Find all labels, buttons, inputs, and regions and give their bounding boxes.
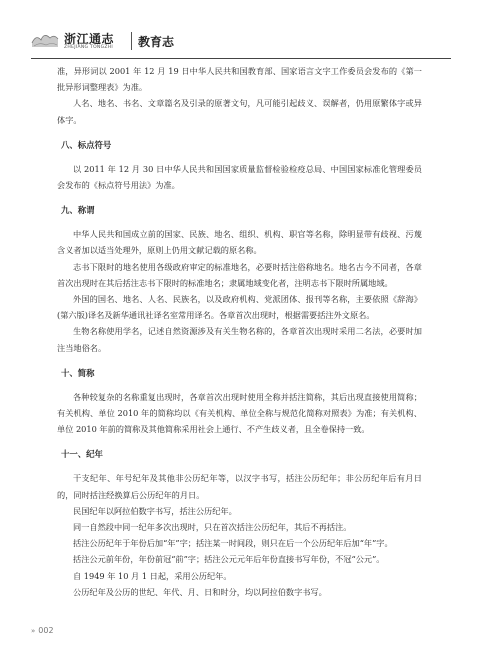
paragraph: 民国纪年以阿拉伯数字书写，括注公历纪年。 <box>73 505 237 516</box>
page-header <box>31 28 451 56</box>
paragraph: 准，异形词以 2001 年 12 月 19 日中华人民共和国教育部、国家语言文字工作委员会发布的《第一批异形词整理表》为准。 <box>57 66 422 93</box>
header-divider <box>131 32 132 50</box>
section-heading: 十一、纪年 <box>61 449 103 460</box>
paragraph: 公历纪年及公历的世纪、年代、月、日和时分，均以阿拉伯数字书写。 <box>73 586 327 597</box>
paragraph: 自 1949 年 10 月 1 日起，采用公历纪年。 <box>73 570 232 581</box>
paragraph: 外国的国名、地名、人名、民族名，以及政府机构、党派团体、报刊等名称，主要依照《辞海》(第六版)译名及新华通讯社译名室常用译名。各章首次出现时，根据需要括注外文原名。 <box>57 294 422 321</box>
page-number: 002 <box>38 626 54 635</box>
logo-icon <box>31 30 59 48</box>
paragraph: 生物名称使用学名，记述自然资源涉及有关生物名称的，各章首次出现时采用二名法，必要时加注当地俗名。 <box>57 326 422 353</box>
paragraph: 括注公元前年份，年份前冠“前”字；括注公元元年后年份直接书写年份，不冠“公元”。 <box>73 554 385 565</box>
paragraph: 志书下限时的地名使用各级政府审定的标准地名，必要时括注俗称地名。地名古今不同者，各章首次出现时在其后括注志书下限时的标准地名；隶属地域变化者，注明志书下限时所属地域。 <box>57 261 422 288</box>
paragraph: 干支纪年、年号纪年及其他非公历纪年等，以汉字书写，括注公历纪年；非公历纪年后有月日的，同时括注经换算后公历纪年的月日。 <box>57 473 422 500</box>
header-rule <box>31 58 451 59</box>
double-chevron-right-icon: » <box>31 627 36 635</box>
paragraph: 同一自然段中同一纪年多次出现时，只在首次括注公历纪年，其后不再括注。 <box>73 522 352 533</box>
paragraph: 以 2011 年 12 月 30 日中华人民共和国国家质量监督检验检疫总局、中国国家标准化管理委员会发布的《标点符号用法》为准。 <box>57 163 422 191</box>
brand-name: 浙江通志 <box>64 32 115 46</box>
section-heading: 十、简称 <box>61 367 95 378</box>
paragraph: 各种较复杂的名称重复出现时，各章首次出现时使用全称并括注简称，其后出现直接使用简称；有关机构、单位 2010 年的简称均以《有关机构、单位全称与规范化简称对照表》为准；有关机构、单位 2010 年前的简称及其他简称采用社会上通行、不产生歧义者，且全卷保持一致。 <box>57 391 422 435</box>
section-heading: 八、标点符号 <box>61 139 112 150</box>
paragraph: 人名、地名、书名、文章篇名及引录的原著文句，凡可能引起歧义、误解者，仍用原繁体字或异体字。 <box>57 98 422 125</box>
body-text <box>57 63 422 600</box>
paragraph: 中华人民共和国成立前的国家、民族、地名、组织、机构、职官等名称，除明显带有歧视、污蔑含义者加以适当处理外，原则上仍用文献记载的原名称。 <box>57 229 422 256</box>
brand-subtitle: ZHEJIANG TONGZHI <box>64 45 114 50</box>
paragraph: 括注公历纪年于年份后加“年”字；括注某一时间段，则只在后一个公历纪年后加“年”字。 <box>73 538 393 549</box>
page-footer <box>31 626 54 635</box>
section-heading: 九、称谓 <box>61 205 95 216</box>
section-title: 教育志 <box>138 35 175 49</box>
